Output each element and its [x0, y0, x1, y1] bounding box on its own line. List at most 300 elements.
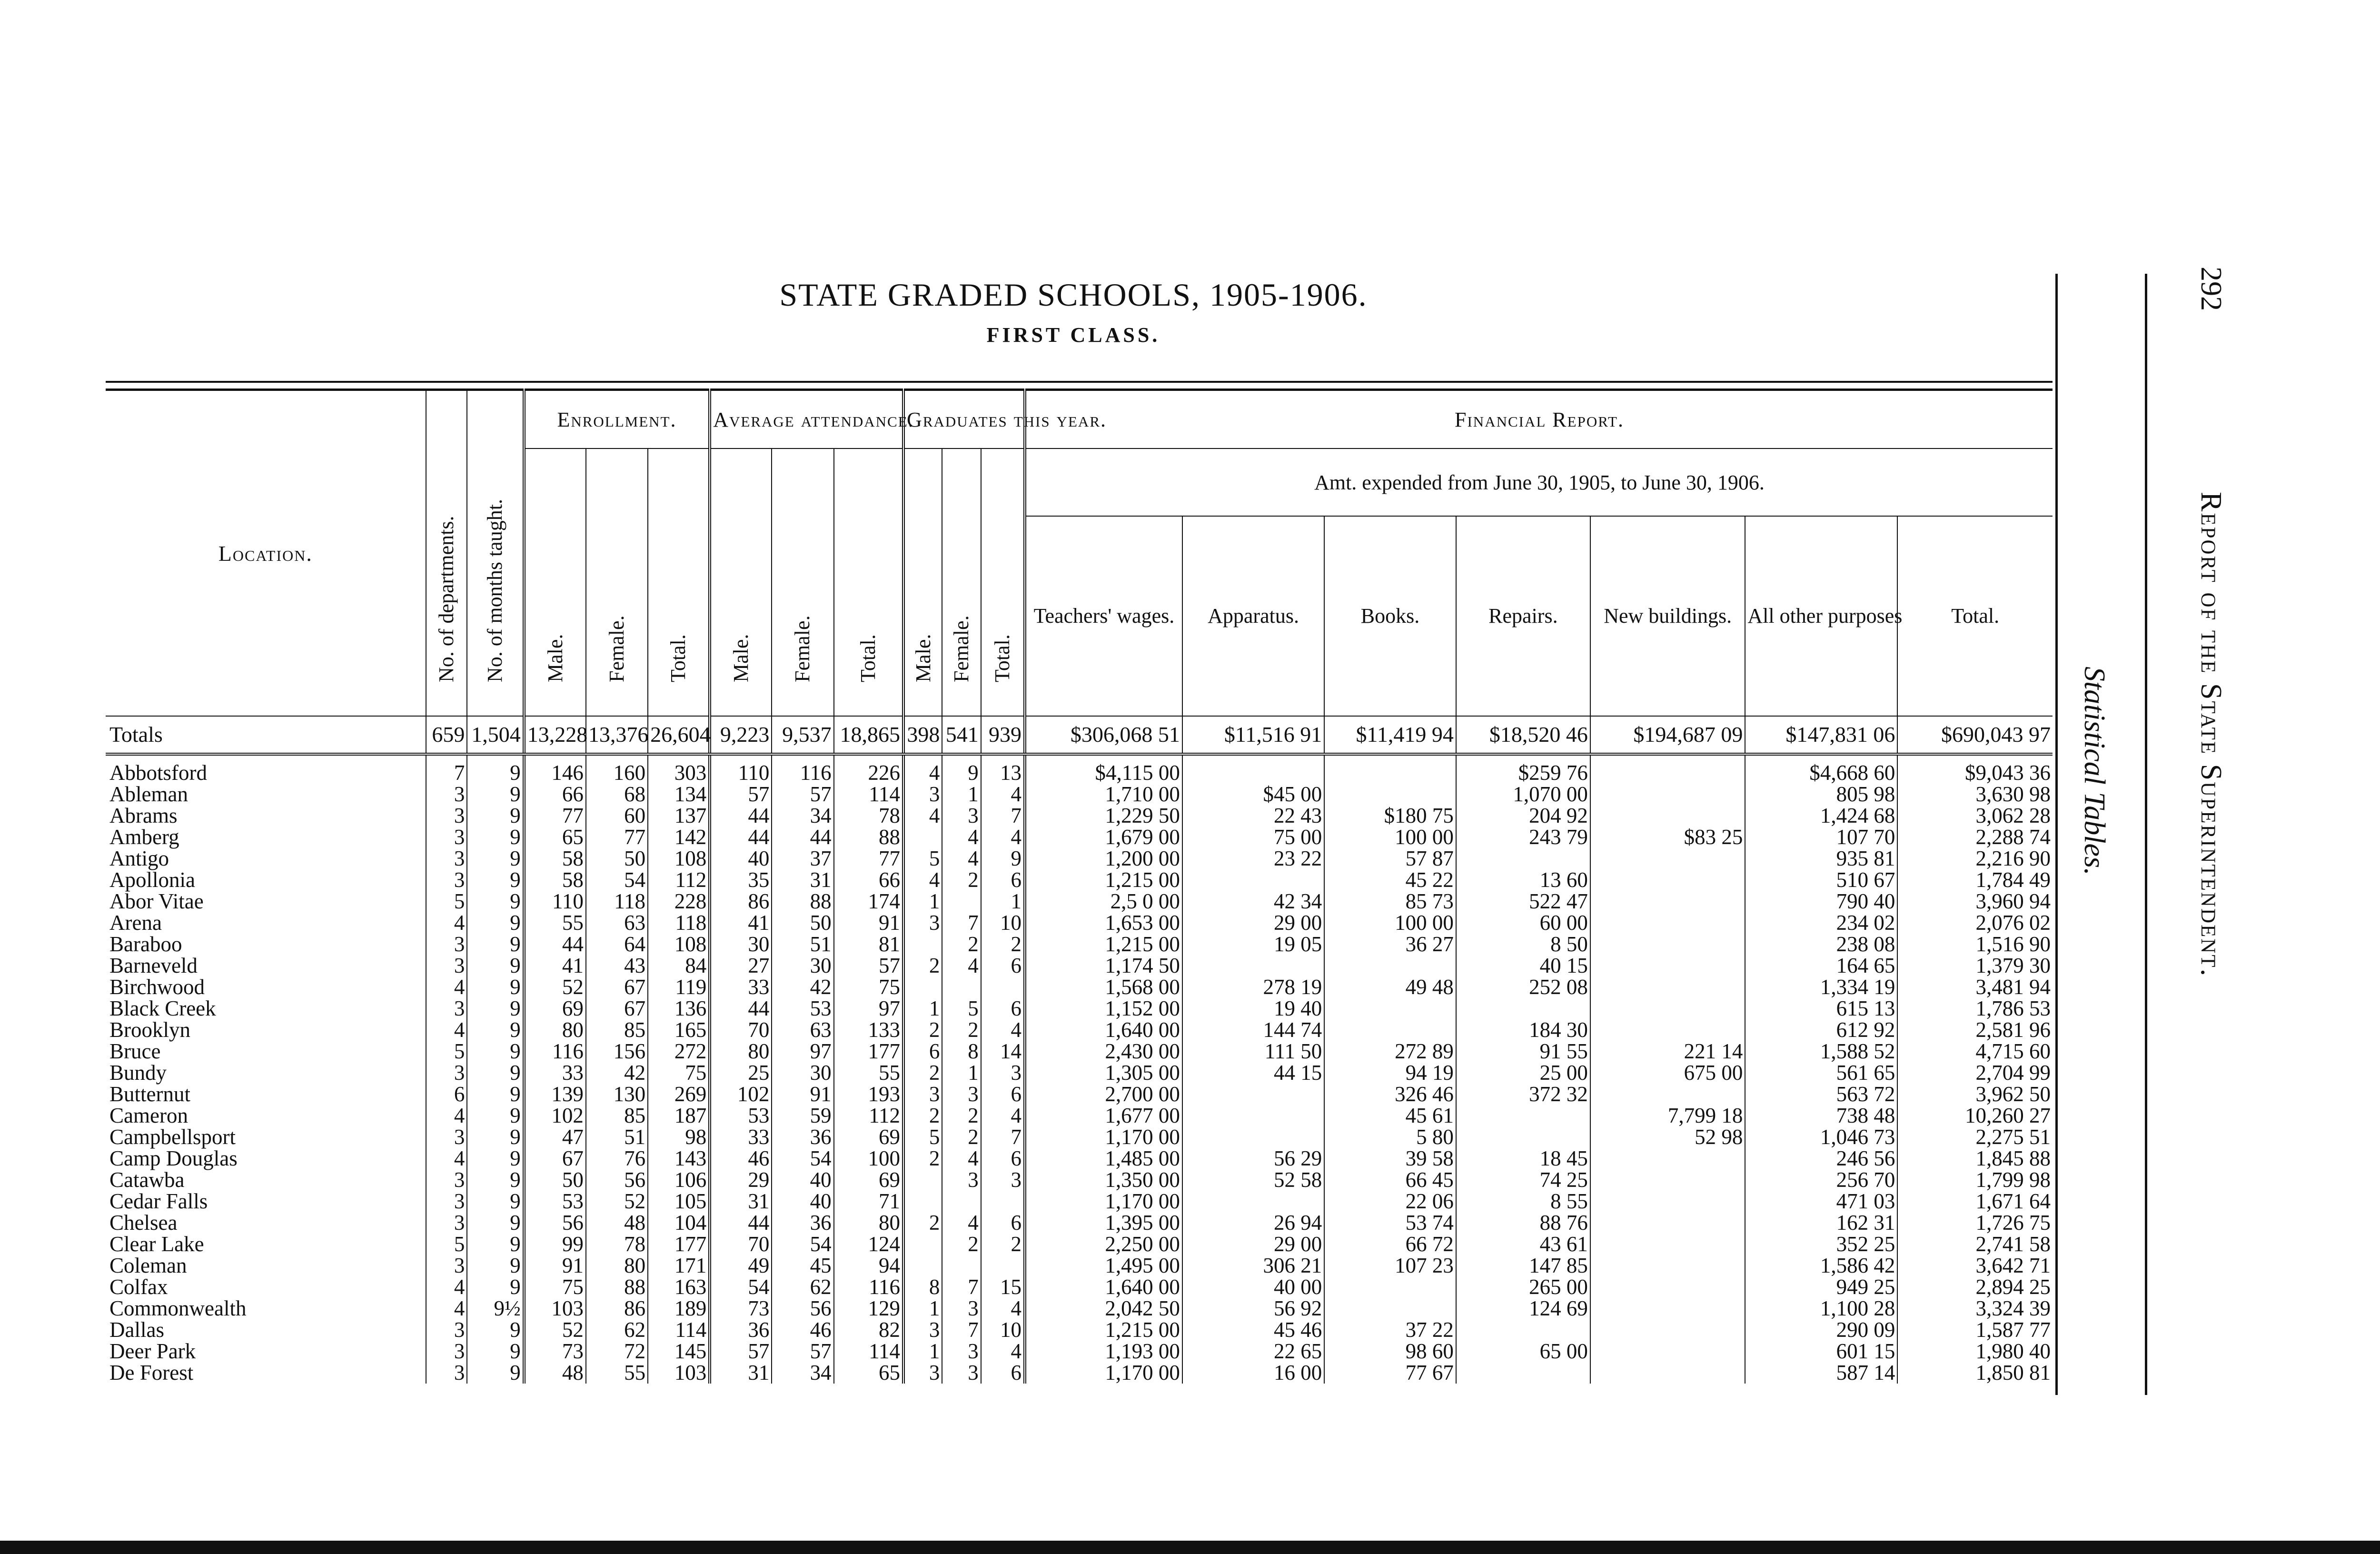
value-cell: 265 00 — [1456, 1276, 1590, 1298]
value-cell: 6 — [903, 1041, 942, 1062]
table-body — [106, 716, 2053, 1384]
value-cell: 116 — [834, 1276, 903, 1298]
value-cell: 3,324 39 — [1897, 1298, 2053, 1319]
value-cell: 52 — [586, 1191, 648, 1212]
value-cell: 30 — [772, 955, 833, 976]
value-cell: 59 — [772, 1105, 833, 1126]
value-cell: 278 19 — [1182, 976, 1324, 998]
value-cell — [1182, 754, 1324, 784]
value-cell: 9 — [467, 1276, 524, 1298]
value-cell: 189 — [648, 1298, 710, 1319]
value-cell: 136 — [648, 998, 710, 1019]
value-cell: 106 — [648, 1169, 710, 1191]
value-cell: 8 55 — [1456, 1191, 1590, 1212]
value-cell: 3,630 98 — [1897, 784, 2053, 805]
value-cell: 2,250 00 — [1025, 1234, 1182, 1255]
table-row — [106, 1212, 2053, 1234]
value-cell: 1 — [903, 1341, 942, 1362]
value-cell: 3 — [426, 869, 467, 891]
value-cell: 9,223 — [710, 716, 772, 754]
table-row — [106, 998, 2053, 1019]
value-cell: 6 — [981, 869, 1025, 891]
value-cell: 81 — [834, 934, 903, 955]
table-row — [106, 1041, 2053, 1062]
value-cell: 9 — [981, 848, 1025, 869]
value-cell: 352 25 — [1745, 1234, 1897, 1255]
value-cell: 91 — [834, 912, 903, 934]
value-cell: 91 55 — [1456, 1041, 1590, 1062]
value-cell: 56 — [772, 1298, 833, 1319]
value-cell: 9 — [467, 1041, 524, 1062]
value-cell: 22 65 — [1182, 1341, 1324, 1362]
value-cell: 39 58 — [1324, 1148, 1456, 1169]
value-cell: 238 08 — [1745, 934, 1897, 955]
location-cell: Bruce — [109, 1039, 161, 1063]
value-cell: 144 74 — [1182, 1019, 1324, 1041]
value-cell: 2 — [942, 934, 981, 955]
value-cell: 805 98 — [1745, 784, 1897, 805]
header-location: Location. — [106, 390, 426, 717]
value-cell: 3,062 28 — [1897, 805, 2053, 827]
location-cell: Colfax — [109, 1275, 168, 1299]
value-cell: 23 22 — [1182, 848, 1324, 869]
value-cell: 9 — [467, 805, 524, 827]
value-cell: 2 — [942, 1234, 981, 1255]
value-cell: 3 — [942, 1341, 981, 1362]
table-row — [106, 1234, 2053, 1255]
value-cell: 52 58 — [1182, 1169, 1324, 1191]
value-cell: 561 65 — [1745, 1062, 1897, 1084]
value-cell: $45 00 — [1182, 784, 1324, 805]
value-cell: 2 — [942, 869, 981, 891]
value-cell — [1590, 869, 1745, 891]
value-cell: 65 00 — [1456, 1341, 1590, 1362]
value-cell: 675 00 — [1590, 1062, 1745, 1084]
value-cell: 119 — [648, 976, 710, 998]
value-cell: 62 — [772, 1276, 833, 1298]
value-cell — [1182, 1084, 1324, 1105]
value-cell: 204 92 — [1456, 805, 1590, 827]
value-cell: 88 — [834, 827, 903, 848]
value-cell — [1590, 998, 1745, 1019]
value-cell: 53 — [772, 998, 833, 1019]
value-cell: 1,671 64 — [1897, 1191, 2053, 1212]
value-cell: 601 15 — [1745, 1341, 1897, 1362]
value-cell: 9 — [467, 784, 524, 805]
value-cell: 34 — [772, 1362, 833, 1384]
value-cell: 615 13 — [1745, 998, 1897, 1019]
value-cell: 398 — [903, 716, 942, 754]
value-cell: 75 — [648, 1062, 710, 1084]
value-cell: 69 — [834, 1169, 903, 1191]
value-cell — [1590, 848, 1745, 869]
value-cell: 1,215 00 — [1025, 869, 1182, 891]
value-cell — [1324, 1298, 1456, 1319]
value-cell: 5 — [426, 891, 467, 912]
value-cell: 563 72 — [1745, 1084, 1897, 1105]
value-cell: 71 — [834, 1191, 903, 1212]
value-cell: 54 — [710, 1276, 772, 1298]
value-cell: 160 — [586, 754, 648, 784]
value-cell: 22 43 — [1182, 805, 1324, 827]
value-cell: 56 29 — [1182, 1148, 1324, 1169]
value-cell: 31 — [772, 869, 833, 891]
value-cell — [1590, 1234, 1745, 1255]
value-cell: 162 31 — [1745, 1212, 1897, 1234]
value-cell: 70 — [710, 1019, 772, 1041]
value-cell: 102 — [524, 1105, 586, 1126]
value-cell: 57 — [772, 784, 833, 805]
table-row — [106, 754, 2053, 784]
table-row — [106, 891, 2053, 912]
value-cell: 112 — [834, 1105, 903, 1126]
location-cell: Deer Park — [109, 1339, 196, 1363]
value-cell: 98 60 — [1324, 1341, 1456, 1362]
value-cell: 118 — [648, 912, 710, 934]
value-cell: 9 — [467, 998, 524, 1019]
value-cell: 174 — [834, 891, 903, 912]
value-cell: 26 94 — [1182, 1212, 1324, 1234]
location-cell: Abor Vitae — [109, 889, 204, 913]
value-cell: 77 — [524, 805, 586, 827]
value-cell: 9,537 — [772, 716, 833, 754]
value-cell: 1,586 42 — [1745, 1255, 1897, 1276]
value-cell: 1,845 88 — [1897, 1148, 2053, 1169]
value-cell: 114 — [648, 1319, 710, 1341]
value-cell: 5 — [903, 848, 942, 869]
value-cell: 1,100 28 — [1745, 1298, 1897, 1319]
header-average-attendance: Average attendance. — [710, 390, 903, 449]
value-cell — [1324, 784, 1456, 805]
location-cell: Chelsea — [109, 1211, 178, 1235]
value-cell — [981, 1255, 1025, 1276]
value-cell: 1,640 00 — [1025, 1276, 1182, 1298]
value-cell: 48 — [524, 1362, 586, 1384]
value-cell: 22 06 — [1324, 1191, 1456, 1212]
value-cell — [903, 1255, 942, 1276]
value-cell: 3 — [903, 784, 942, 805]
location-cell: Barneveld — [109, 954, 198, 977]
value-cell: 7 — [942, 1319, 981, 1341]
value-cell: 31 — [710, 1191, 772, 1212]
vertical-rule-right — [2145, 274, 2147, 1395]
value-cell — [1590, 1341, 1745, 1362]
value-cell: 102 — [710, 1084, 772, 1105]
value-cell: 77 — [586, 827, 648, 848]
value-cell: 3 — [426, 1319, 467, 1341]
value-cell: $83 25 — [1590, 827, 1745, 848]
value-cell — [1324, 754, 1456, 784]
value-cell: 164 65 — [1745, 955, 1897, 976]
table-row — [106, 1298, 2053, 1319]
value-cell: 9 — [467, 1341, 524, 1362]
value-cell — [903, 1169, 942, 1191]
location-cell: Antigo — [109, 847, 169, 870]
value-cell: 98 — [648, 1126, 710, 1148]
value-cell: 2,216 90 — [1897, 848, 2053, 869]
value-cell — [903, 827, 942, 848]
table-row — [106, 1126, 2053, 1148]
value-cell: 1,980 40 — [1897, 1341, 2053, 1362]
value-cell: 1,679 00 — [1025, 827, 1182, 848]
value-cell: 9 — [467, 1105, 524, 1126]
value-cell: 1,174 50 — [1025, 955, 1182, 976]
value-cell — [1590, 1276, 1745, 1298]
value-cell: 91 — [524, 1255, 586, 1276]
header-months: No. of months taught. — [467, 390, 524, 717]
value-cell: 29 00 — [1182, 1234, 1324, 1255]
value-cell: 47 — [524, 1126, 586, 1148]
value-cell: 7 — [426, 754, 467, 784]
value-cell: 1,516 90 — [1897, 934, 2053, 955]
value-cell: 2,581 96 — [1897, 1019, 2053, 1041]
value-cell: 94 — [834, 1255, 903, 1276]
value-cell: 33 — [710, 976, 772, 998]
value-cell: 7 — [981, 805, 1025, 827]
value-cell: 42 34 — [1182, 891, 1324, 912]
value-cell: 58 — [524, 848, 586, 869]
table-row — [106, 1362, 2053, 1384]
value-cell: 522 47 — [1456, 891, 1590, 912]
value-cell: 4 — [981, 827, 1025, 848]
value-cell: 50 — [586, 848, 648, 869]
value-cell: 1,170 00 — [1025, 1191, 1182, 1212]
value-cell: 1,799 98 — [1897, 1169, 2053, 1191]
value-cell: 9 — [467, 1255, 524, 1276]
value-cell: $306,068 51 — [1025, 716, 1182, 754]
value-cell: 124 — [834, 1234, 903, 1255]
value-cell: 3,642 71 — [1897, 1255, 2053, 1276]
value-cell: 1,379 30 — [1897, 955, 2053, 976]
value-cell: 57 — [834, 955, 903, 976]
header-enroll-female: Female. — [586, 448, 648, 716]
value-cell: 1,170 00 — [1025, 1126, 1182, 1148]
value-cell: 1 — [981, 891, 1025, 912]
value-cell: 45 46 — [1182, 1319, 1324, 1341]
value-cell: 3 — [426, 1191, 467, 1212]
value-cell: 8 — [903, 1276, 942, 1298]
header-enrollment: Enrollment. — [524, 390, 710, 449]
value-cell: 6 — [981, 1212, 1025, 1234]
value-cell — [1590, 1169, 1745, 1191]
location-cell: Brooklyn — [109, 1018, 191, 1042]
value-cell: 80 — [710, 1041, 772, 1062]
value-cell: 41 — [710, 912, 772, 934]
value-cell: 46 — [772, 1319, 833, 1341]
value-cell: 67 — [524, 1148, 586, 1169]
value-cell: 2 — [981, 1234, 1025, 1255]
value-cell: 3 — [981, 1062, 1025, 1084]
value-cell: 53 — [524, 1191, 586, 1212]
value-cell — [1590, 1148, 1745, 1169]
value-cell: 35 — [710, 869, 772, 891]
value-cell: 57 — [710, 784, 772, 805]
value-cell: 55 — [834, 1062, 903, 1084]
value-cell: 75 — [834, 976, 903, 998]
value-cell: 4,715 60 — [1897, 1041, 2053, 1062]
value-cell: 510 67 — [1745, 869, 1897, 891]
value-cell: 85 — [586, 1105, 648, 1126]
value-cell: 9 — [467, 934, 524, 955]
value-cell: 939 — [981, 716, 1025, 754]
location-cell: Catawba — [109, 1168, 185, 1192]
value-cell: 44 — [772, 827, 833, 848]
table-row — [106, 1191, 2053, 1212]
value-cell — [1182, 1126, 1324, 1148]
value-cell: 60 00 — [1456, 912, 1590, 934]
location-cell: Abrams — [109, 804, 178, 827]
value-cell: 146 — [524, 754, 586, 784]
table-row — [106, 1105, 2053, 1126]
value-cell — [1590, 784, 1745, 805]
value-cell: 18,865 — [834, 716, 903, 754]
table-row — [106, 848, 2053, 869]
value-cell: 10 — [981, 912, 1025, 934]
value-cell — [1590, 1362, 1745, 1384]
value-cell: 1,640 00 — [1025, 1019, 1182, 1041]
value-cell: 57 — [710, 1341, 772, 1362]
value-cell: 29 — [710, 1169, 772, 1191]
value-cell: 44 — [710, 1212, 772, 1234]
value-cell: 4 — [981, 1019, 1025, 1041]
value-cell: 1,568 00 — [1025, 976, 1182, 998]
value-cell: 4 — [426, 1105, 467, 1126]
value-cell: 1 — [903, 891, 942, 912]
value-cell: 88 — [586, 1276, 648, 1298]
value-cell: 43 61 — [1456, 1234, 1590, 1255]
table-row — [106, 784, 2053, 805]
value-cell: 15 — [981, 1276, 1025, 1298]
value-cell: 112 — [648, 869, 710, 891]
value-cell: 6 — [981, 1362, 1025, 1384]
location-cell: Arena — [109, 911, 162, 935]
value-cell: 76 — [586, 1148, 648, 1169]
value-cell: 73 — [524, 1341, 586, 1362]
value-cell: 30 — [710, 934, 772, 955]
value-cell — [1590, 934, 1745, 955]
value-cell: 3 — [981, 1169, 1025, 1191]
value-cell: 50 — [524, 1169, 586, 1191]
value-cell: 171 — [648, 1255, 710, 1276]
value-cell: 4 — [942, 827, 981, 848]
value-cell — [1182, 1191, 1324, 1212]
value-cell: 9 — [467, 848, 524, 869]
value-cell: 3 — [903, 1084, 942, 1105]
table-row — [106, 1276, 2053, 1298]
value-cell: 3 — [426, 1062, 467, 1084]
value-cell: 9 — [467, 912, 524, 934]
value-cell: 9 — [467, 869, 524, 891]
value-cell: 53 74 — [1324, 1212, 1456, 1234]
table-row — [106, 955, 2053, 976]
value-cell: 1,305 00 — [1025, 1062, 1182, 1084]
value-cell: $259 76 — [1456, 754, 1590, 784]
location-cell: Campbellsport — [109, 1125, 236, 1149]
value-cell: 40 00 — [1182, 1276, 1324, 1298]
value-cell: 103 — [524, 1298, 586, 1319]
value-cell: 1,229 50 — [1025, 805, 1182, 827]
section-label-text: Statistical Tables. — [2078, 667, 2111, 876]
value-cell: 9 — [467, 1362, 524, 1384]
value-cell: 56 — [586, 1169, 648, 1191]
table-row — [106, 1319, 2053, 1341]
value-cell — [1324, 1019, 1456, 1041]
value-cell — [1182, 1105, 1324, 1126]
value-cell: 3 — [426, 998, 467, 1019]
value-cell: 85 73 — [1324, 891, 1456, 912]
value-cell: 77 67 — [1324, 1362, 1456, 1384]
value-cell: 129 — [834, 1298, 903, 1319]
value-cell: 3 — [903, 1362, 942, 1384]
value-cell: 163 — [648, 1276, 710, 1298]
value-cell: 3 — [426, 784, 467, 805]
value-cell: 69 — [834, 1126, 903, 1148]
value-cell: 5 — [942, 998, 981, 1019]
running-head — [2190, 267, 2232, 1438]
table-row — [106, 934, 2053, 955]
value-cell: 1,334 19 — [1745, 976, 1897, 998]
value-cell: 587 14 — [1745, 1362, 1897, 1384]
value-cell — [903, 934, 942, 955]
table-row — [106, 1062, 2053, 1084]
header-financial-report: Financial Report. — [1025, 390, 2053, 449]
value-cell: 1,193 00 — [1025, 1341, 1182, 1362]
value-cell: $180 75 — [1324, 805, 1456, 827]
value-cell — [942, 1255, 981, 1276]
value-cell: 2 — [942, 1105, 981, 1126]
value-cell: 2,741 58 — [1897, 1234, 2053, 1255]
value-cell: 165 — [648, 1019, 710, 1041]
value-cell: 49 — [710, 1255, 772, 1276]
value-cell: 1,350 00 — [1025, 1169, 1182, 1191]
location-cell: Camp Douglas — [109, 1146, 238, 1170]
value-cell: 80 — [834, 1212, 903, 1234]
value-cell: 184 30 — [1456, 1019, 1590, 1041]
value-cell: 142 — [648, 827, 710, 848]
value-cell: 4 — [903, 754, 942, 784]
value-cell: 1,424 68 — [1745, 805, 1897, 827]
value-cell: 100 00 — [1324, 912, 1456, 934]
header-all-other: All other purposes — [1745, 516, 1897, 716]
page-number: 292 — [2195, 267, 2228, 311]
value-cell: 221 14 — [1590, 1041, 1745, 1062]
value-cell: 57 — [772, 1341, 833, 1362]
value-cell: 3 — [903, 912, 942, 934]
value-cell: 9 — [467, 1084, 524, 1105]
table-row — [106, 976, 2053, 998]
value-cell: 612 92 — [1745, 1019, 1897, 1041]
value-cell: 1,677 00 — [1025, 1105, 1182, 1126]
value-cell: 4 — [426, 912, 467, 934]
value-cell — [981, 1191, 1025, 1212]
value-cell: 13,228 — [524, 716, 586, 754]
value-cell: 935 81 — [1745, 848, 1897, 869]
value-cell: 40 — [772, 1191, 833, 1212]
value-cell: 10 — [981, 1319, 1025, 1341]
header-grad-total: Total. — [981, 448, 1025, 716]
value-cell: 4 — [426, 976, 467, 998]
value-cell — [1590, 1191, 1745, 1212]
value-cell — [1456, 998, 1590, 1019]
value-cell: 2 — [903, 1105, 942, 1126]
value-cell: 43 — [586, 955, 648, 976]
header-grad-female: Female. — [942, 448, 981, 716]
value-cell — [942, 1191, 981, 1212]
location-cell: Commonwealth — [109, 1296, 247, 1320]
value-cell: 63 — [586, 912, 648, 934]
value-cell: 6 — [981, 1148, 1025, 1169]
value-cell: 34 — [772, 805, 833, 827]
